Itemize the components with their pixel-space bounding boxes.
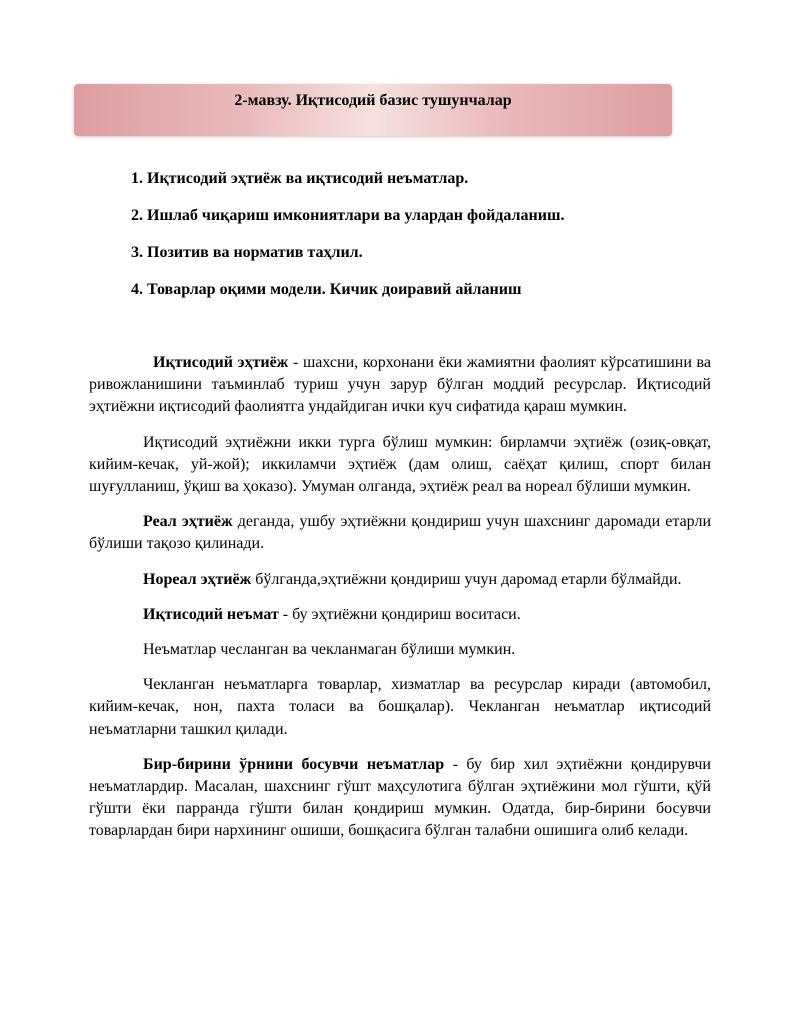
topic-title-banner [74, 84, 672, 136]
paragraph [89, 511, 711, 555]
paragraph [89, 604, 711, 626]
term: Нореал эҳтиёж [143, 570, 252, 588]
paragraph [89, 754, 711, 843]
paragraph [89, 432, 711, 499]
paragraph-text: - бу бир хил эҳтиёжни қондирувчи неъматлардир. Масалан, шахснинг гўшт маҳсулотига бўлган эҳтиёжини мол гўшти, қўй гўшти ёки парранда гўшти билан қондириш мумкин. Одатда, бир-бирини босувчи товарлардан бири нархининг ошиши, бошқасига бўлган талабни ошишига олиб келади. [89, 755, 711, 840]
topic-outline [131, 169, 564, 317]
paragraph-text: - шахсни, корхонани ёки жамиятни фаолият кўрсатишини ва ривожланишини таъминлаб туриш учун зарур бўлган моддий ресурслар. Иқтисодий эҳтиёжни иқтисодий фаолиятга ундайдиган ички куч сифатида қараш мумкин. [89, 354, 711, 416]
paragraph [89, 352, 711, 419]
paragraph [89, 674, 711, 741]
paragraph [89, 639, 711, 661]
paragraph-text: Иқтисодий эҳтиёжни икки турга бўлиш мумкин: бирламчи эҳтиёж (озиқ-овқат, кийим-кечак, уй-жой); иккиламчи эҳтиёж (дам олиш, саёҳат қилиш, спорт билан шуғулланиш, ўқиш ва ҳоказо). Умуман олганда, эҳтиёж реал ва нореал бўлиши мумкин. [89, 433, 711, 496]
outline-item: 1. Иқтисодий эҳтиёж ва иқтисодий неъматлар. [131, 170, 469, 187]
paragraph-text: Чекланган неъматларга товарлар, хизматлар ва ресурслар киради (автомобил, кийим-кечак, нон, пахта толаси ва бошқалар). Чекланган неъматлар иқтисодий неъматларни ташкил қилади. [89, 676, 711, 738]
outline-item: 4. Товарлар оқими модели. Кичик доиравий айланиш [131, 281, 522, 298]
term: Бир-бирини ўрнини босувчи неъматлар [143, 755, 445, 773]
paragraph-text: - бу эҳтиёжни қондириш воситаси. [278, 605, 521, 623]
paragraph-text: Неъматлар чеcланган ва чекланмаган бўлиши мумкин. [143, 641, 516, 659]
outline-item: 3. Позитив ва норматив таҳлил. [131, 244, 363, 261]
paragraph-text: бўлганда,эҳтиёжни қондириш учун даромад етарли бўлмайди. [251, 570, 682, 588]
outline-item: 2. Ишлаб чиқариш имкониятлари ва улардан фойдаланиш. [131, 207, 565, 224]
topic-title: 2-мавзу. Иқтисодий базис тушунчалар [234, 92, 512, 109]
term: Реал эҳтиёж [143, 513, 233, 531]
body-text [89, 352, 711, 856]
term: Иқтисодий эҳтиёж [153, 354, 289, 371]
paragraph-text: деганда, ушбу эҳтиёжни қондириш учун шахснинг даромади етарли бўлиши тақозо қилинади. [89, 513, 712, 553]
paragraph [89, 569, 711, 591]
term: Иқтисодий неъмат [143, 605, 279, 623]
